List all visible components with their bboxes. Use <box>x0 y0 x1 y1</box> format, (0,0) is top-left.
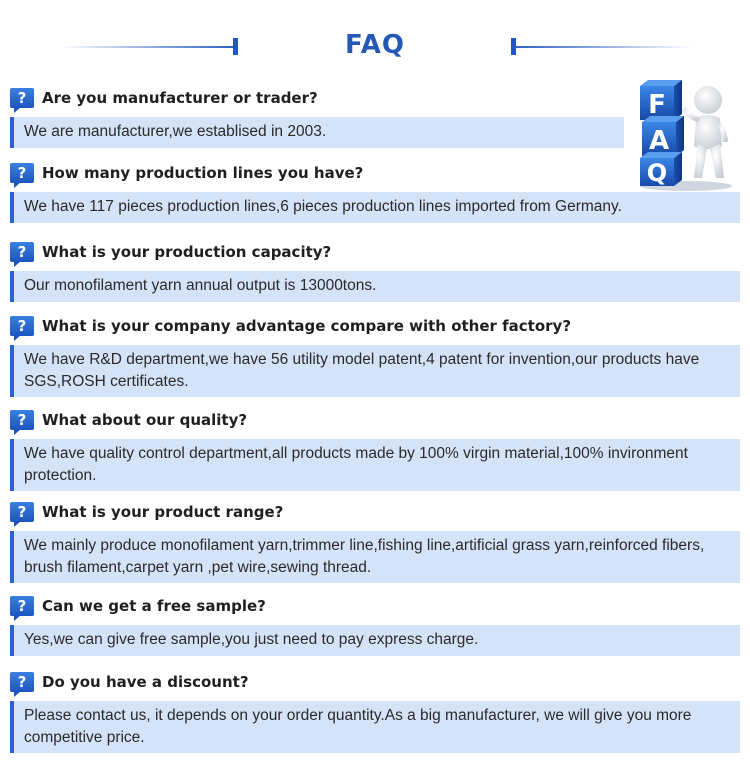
illustration-letter-q: Q <box>646 159 668 187</box>
faq-illustration-icon <box>624 80 740 192</box>
question-mark-icon: ? <box>10 242 34 262</box>
question-text: What is your product range? <box>42 503 284 521</box>
faq-answer-3: Our monofilament yarn annual output is 13000tons. <box>10 271 740 302</box>
question-text: Do you have a discount? <box>42 673 249 691</box>
question-text: Are you manufacturer or trader? <box>42 89 318 107</box>
faq-answer-8: Please contact us, it depends on your order quantity.As a big manufacturer, we will give you more competitive price. <box>10 701 740 753</box>
header-rule-right <box>514 46 694 48</box>
faq-answer-5: We have quality control department,all products made by 100% virgin material,100% invironment protection. <box>10 439 740 491</box>
question-text: What is your company advantage compare with other factory? <box>42 317 572 335</box>
header-rule-left <box>60 46 236 48</box>
question-mark-icon: ? <box>10 502 34 522</box>
question-text: Can we get a free sample? <box>42 597 266 615</box>
question-mark-icon: ? <box>10 316 34 336</box>
faq-answer-1: We are manufacturer,we establised in 2003. <box>10 117 624 148</box>
question-text: How many production lines you have? <box>42 164 364 182</box>
question-text: What about our quality? <box>42 411 248 429</box>
header-rule-cap-left <box>233 38 238 55</box>
question-mark-icon: ? <box>10 163 34 183</box>
faq-header <box>0 28 750 68</box>
faq-answer-6: We mainly produce monofilament yarn,trimmer line,fishing line,artificial grass yarn,reinforced fibers, brush filament,carpet yarn ,pet wire,sewing thread. <box>10 531 740 583</box>
faq-answer-2: We have 117 pieces production lines,6 pieces production lines imported from Germany. <box>10 192 740 223</box>
question-text: What is your production capacity? <box>42 243 332 261</box>
question-mark-icon: ? <box>10 410 34 430</box>
question-mark-icon: ? <box>10 672 34 692</box>
faq-answer-4: We have R&D department,we have 56 utility model patent,4 patent for invention,our products have SGS,ROSH certificates. <box>10 345 740 397</box>
illustration-letter-f: F <box>648 90 666 120</box>
illustration-letter-a: A <box>648 126 670 156</box>
page-title: FAQ <box>344 30 405 60</box>
question-mark-icon: ? <box>10 88 34 108</box>
question-mark-icon: ? <box>10 596 34 616</box>
faq-answer-7: Yes,we can give free sample,you just need to pay express charge. <box>10 625 740 656</box>
